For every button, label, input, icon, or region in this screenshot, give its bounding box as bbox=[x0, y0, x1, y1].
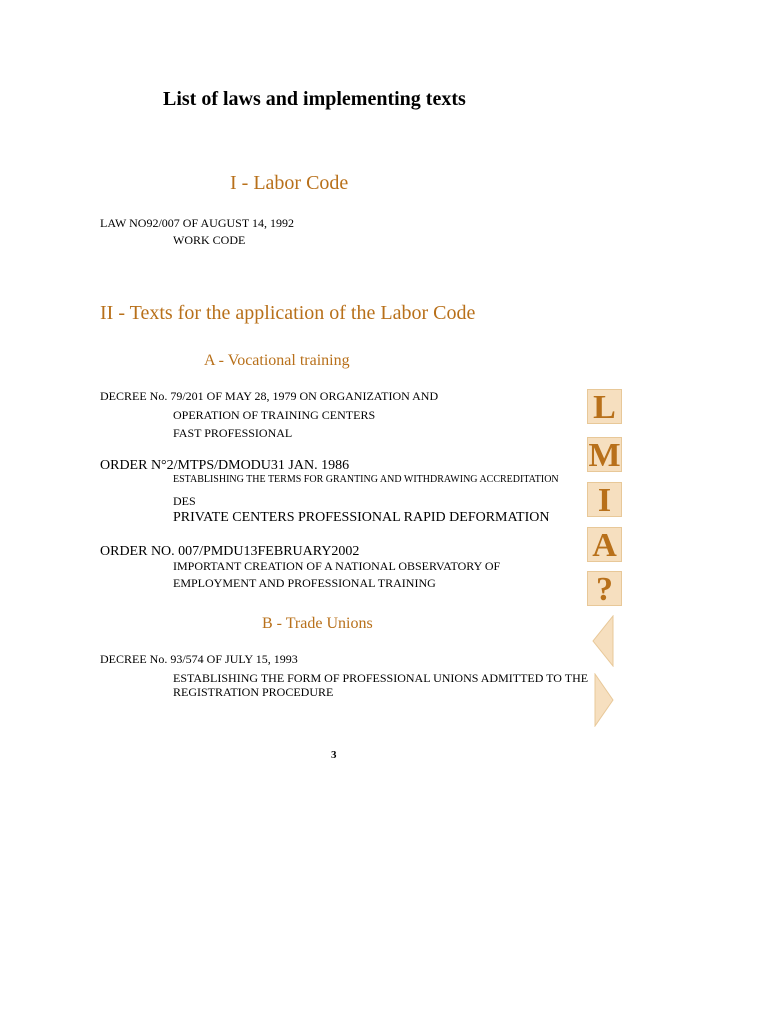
order-accreditation-line-1: ESTABLISHING THE TERMS FOR GRANTING AND WITHDRAWING ACCREDITATION bbox=[173, 474, 559, 485]
order-observatory-line-1: IMPORTANT CREATION OF A NATIONAL OBSERVATORY OF bbox=[173, 559, 501, 573]
decree-unions-line-1: ESTABLISHING THE FORM OF PROFESSIONAL UNIONS ADMITTED TO THE bbox=[173, 671, 589, 685]
triangle-right-icon bbox=[595, 674, 613, 726]
next-page-button[interactable] bbox=[594, 673, 614, 727]
order-accreditation-title: ORDER N°2/MTPS/DMODU31 JAN. 1986 bbox=[100, 458, 350, 473]
nav-tile-i[interactable]: I bbox=[587, 482, 622, 517]
law-reference: LAW NO92/007 OF AUGUST 14, 1992 bbox=[100, 216, 294, 230]
order-observatory-title: ORDER NO. 007/PMDU13FEBRUARY2002 bbox=[100, 544, 360, 559]
page-title: List of laws and implementing texts bbox=[163, 88, 466, 110]
nav-tile-l[interactable]: L bbox=[587, 389, 622, 424]
subsection-vocational-training-heading: A - Vocational training bbox=[204, 352, 350, 369]
law-description: WORK CODE bbox=[173, 233, 246, 247]
previous-page-button[interactable] bbox=[592, 615, 614, 667]
triangle-left-icon bbox=[593, 616, 613, 666]
section-application-heading: II - Texts for the application of the Labor Code bbox=[100, 302, 476, 324]
decree-training-line-3: FAST PROFESSIONAL bbox=[173, 426, 293, 440]
order-accreditation-line-3: PRIVATE CENTERS PROFESSIONAL RAPID DEFORMATION bbox=[173, 510, 550, 525]
page-number: 3 bbox=[331, 749, 337, 761]
decree-unions-line-2: REGISTRATION PROCEDURE bbox=[173, 685, 334, 699]
decree-trade-unions bbox=[100, 652, 298, 667]
order-observatory-line-2: EMPLOYMENT AND PROFESSIONAL TRAINING bbox=[173, 576, 436, 590]
nav-tile-m[interactable]: M bbox=[588, 437, 621, 474]
section-labor-code-heading: I - Labor Code bbox=[230, 172, 349, 194]
decree-training-centers bbox=[100, 389, 438, 404]
nav-tile-a[interactable]: A bbox=[587, 527, 622, 562]
order-accreditation-line-2: DES bbox=[173, 494, 196, 508]
decree-prefix: DECREE No. bbox=[100, 389, 168, 403]
subsection-trade-unions-heading: B - Trade Unions bbox=[262, 615, 373, 632]
decree-prefix: DECREE No. bbox=[100, 652, 168, 666]
decree-rest: 93/574 OF JULY 15, 1993 bbox=[167, 652, 298, 666]
nav-tile-help[interactable]: ? bbox=[587, 571, 622, 606]
decree-rest: 79/201 OF MAY 28, 1979 ON ORGANIZATION AND bbox=[167, 389, 439, 403]
decree-training-line-2: OPERATION OF TRAINING CENTERS bbox=[173, 408, 376, 422]
